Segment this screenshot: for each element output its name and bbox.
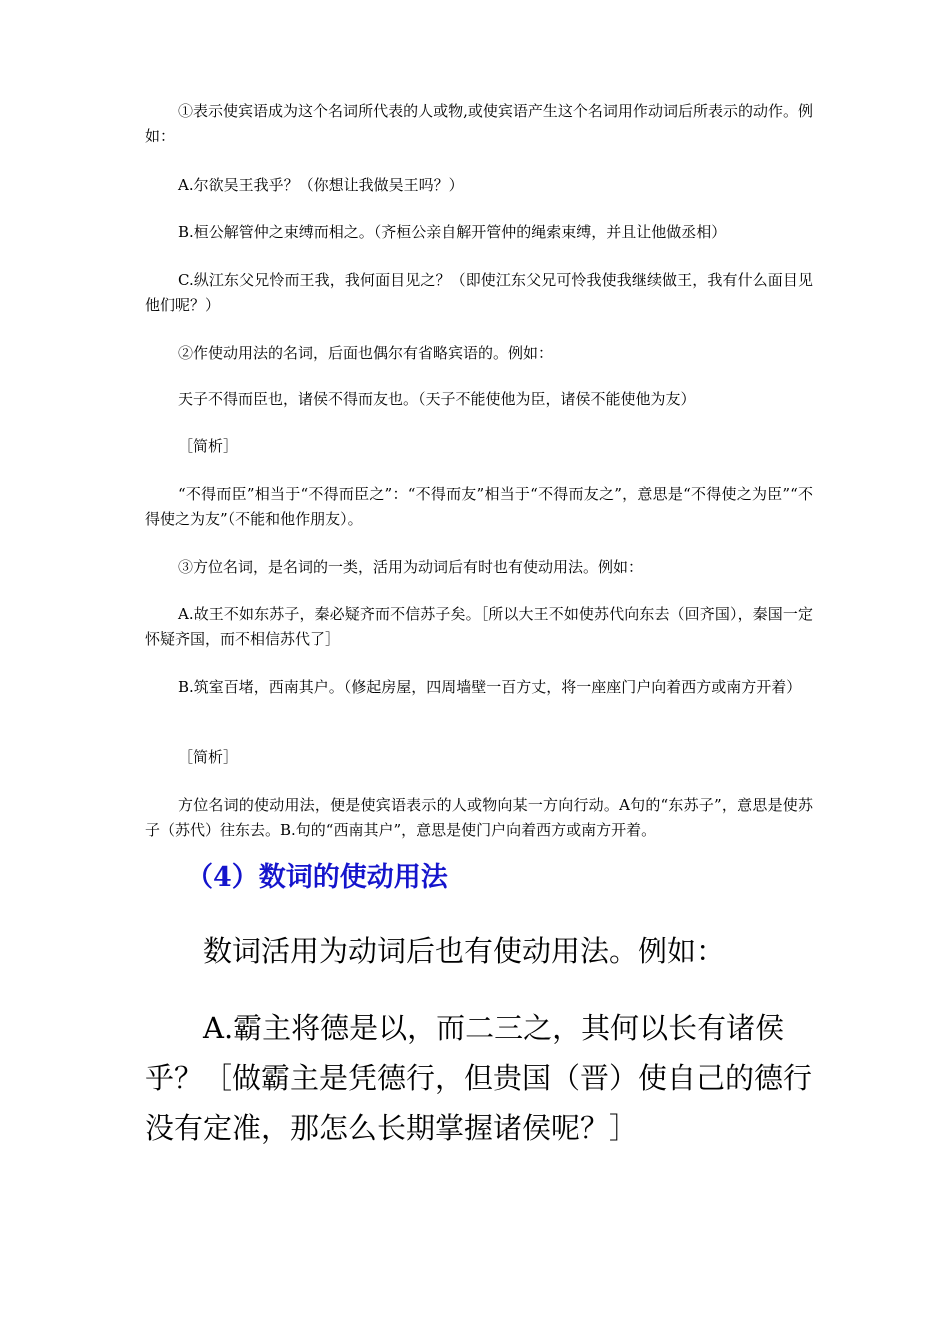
section-heading-numerals: （4）数词的使动用法 (186, 862, 448, 893)
example-b-zhu-shi: B.筑室百堵，西南其户。（修起房屋，四周墙壁一百方丈，将一座座门户向着西方或南方开着） (178, 678, 802, 696)
large-paragraph-intro: 数词活用为动词后也有使动用法。例如： (203, 934, 726, 968)
paragraph-direction-nouns: ③方位名词，是名词的一类，活用为动词后有时也有使动用法。例如： (178, 558, 644, 576)
example-a-wu-king: A.尔欲吴王我乎？（你想让我做吴王吗？） (178, 176, 464, 194)
large-example-a-bazhu: A.霸主将德是以，而二三之，其何以长有诸侯乎？［做霸主是凭德行，但贵国（晋）使自己的德行没有定准，那怎么长期掌握诸侯呢？］ (145, 1011, 813, 1145)
analysis-text-2: 方位名词的使动用法，便是使宾语表示的人或物向某一方向行动。A句的“东苏子”，意思是使苏子（苏代）往东去。B.句的“西南其户”，意思是使门户向着西方或南方开着。 (145, 796, 813, 839)
example-b-guan-zhong: B.桓公解管仲之束缚而相之。（齐桓公亲自解开管仲的绳索束缚，并且让他做丞相） (178, 223, 727, 241)
paragraph-omitted-object: ②作使动用法的名词，后面也偶尔有省略宾语的。例如： (178, 344, 554, 362)
example-a-su-zi: A.故王不如东苏子，秦必疑齐而不信苏子矣。［所以大王不如使苏代向东去（回齐国），秦国一定怀疑齐国，而不相信苏代了］ (145, 605, 813, 648)
example-c-jiangdong: C.纵江东父兄怜而王我，我何面目见之？（即使江东父兄可怜我使我继续做王，我有什么面目见他们呢？） (145, 271, 813, 314)
paragraph-causative-meaning: ①表示使宾语成为这个名词所代表的人或物,或使宾语产生这个名词用作动词后所表示的动作。例如： (145, 102, 813, 145)
example-tianzi: 天子不得而臣也，诸侯不得而友也。（天子不能使他为臣，诸侯不能使他为友） (178, 390, 696, 408)
analysis-text-1: “不得而臣”相当于“不得而臣之”：“不得而友”相当于“不得而友之”，意思是“不得使之为臣”“不得使之为友”（不能和他作朋友）。 (145, 485, 813, 528)
analysis-label-1: ［简析］ (178, 437, 239, 455)
analysis-label-2: ［简析］ (178, 748, 239, 766)
